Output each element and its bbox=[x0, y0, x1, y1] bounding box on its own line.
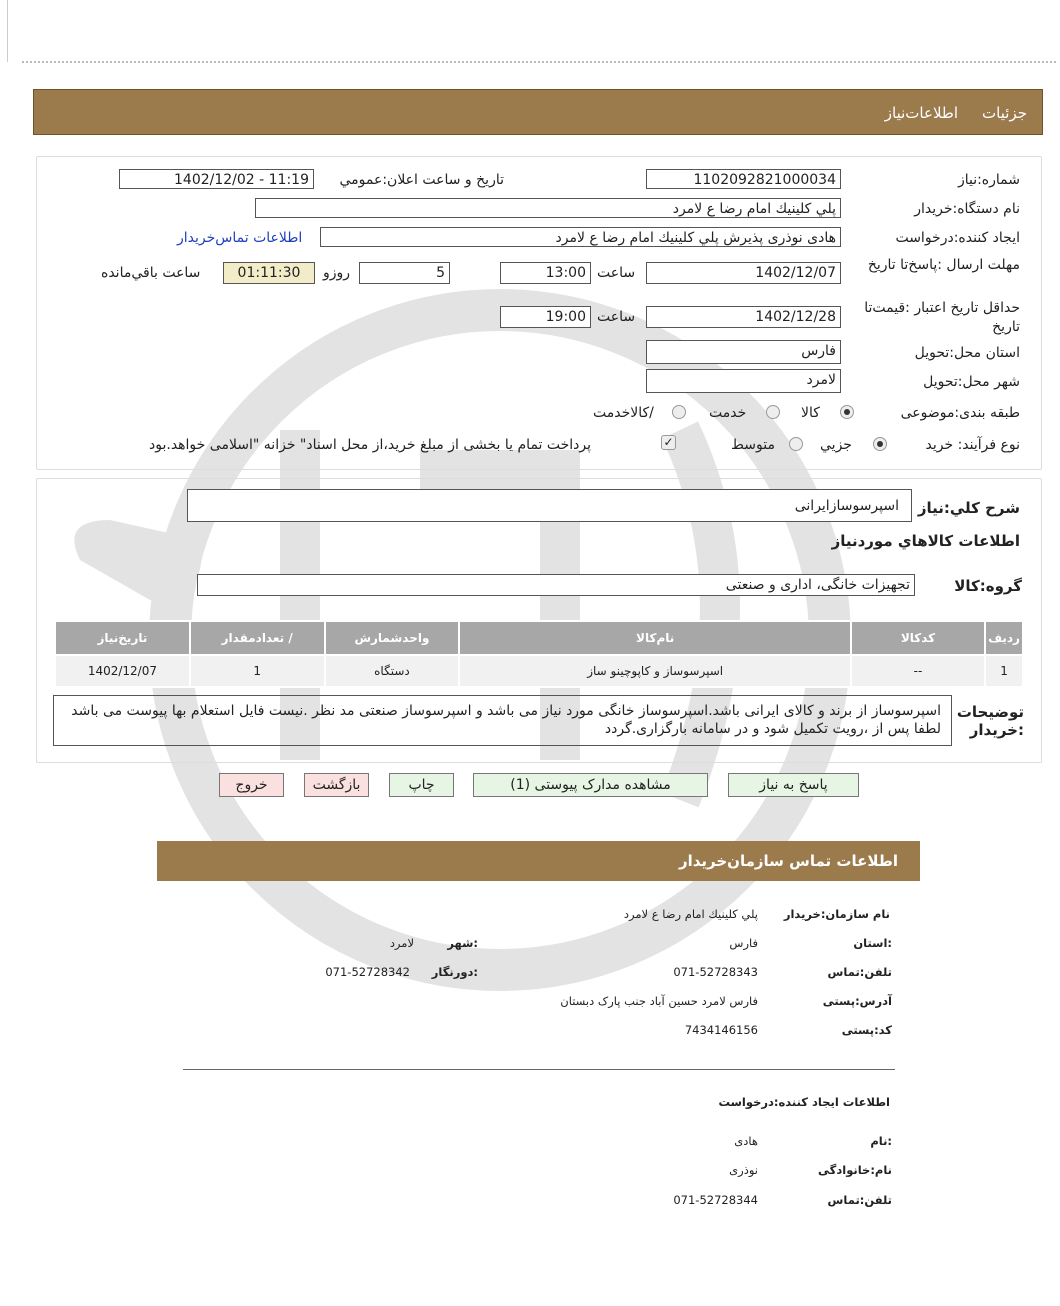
col-row: رديف bbox=[985, 621, 1023, 655]
contact-title: اطلاعات تماس سازمان‌خریدار bbox=[678, 852, 898, 870]
treasury-payment-note: پرداخت تمام یا بخشی از مبلغ خرید،از محل اسناد" خزانه "اسلامی خواهد.بود bbox=[149, 437, 592, 453]
contact-header bbox=[157, 841, 920, 881]
contact-city-label: :شهر bbox=[447, 936, 478, 950]
creator-label: ایجاد کننده:درخواست bbox=[895, 230, 1020, 246]
category-service-label: خدمت bbox=[709, 405, 747, 421]
process-medium-radio[interactable] bbox=[789, 437, 803, 451]
cell-qty: 1 bbox=[190, 655, 325, 687]
city-field: لامرد bbox=[646, 369, 841, 393]
announce-field: 1402/12/02 - 11:19 bbox=[119, 169, 314, 189]
need-no-field: 1102092821000034 bbox=[646, 169, 841, 189]
creator-field: هادی نوذری پذيرش پلي كلينيك امام رضا ع لامرد bbox=[320, 227, 841, 247]
cell-date: 1402/12/07 bbox=[55, 655, 190, 687]
contact-phone-label: تلفن:تماس bbox=[827, 965, 892, 979]
contact-province-label: :استان bbox=[853, 936, 892, 950]
deadline-time-field: 13:00 bbox=[500, 262, 591, 284]
cell-row: 1 bbox=[985, 655, 1023, 687]
announce-label: تاریخ و ساعت اعلان:عمومي bbox=[339, 172, 504, 188]
tab-details[interactable]: جزئیات bbox=[982, 104, 1027, 122]
contact-postal-value: 7434146156 bbox=[684, 1023, 758, 1037]
exit-button[interactable]: خروج bbox=[219, 773, 284, 797]
contact-province-value: فارس bbox=[729, 936, 758, 950]
buyer-org-field: پلي كلينيك امام رضا ع لامرد bbox=[255, 198, 841, 218]
contact-divider bbox=[183, 1069, 895, 1070]
category-service-radio[interactable] bbox=[766, 405, 780, 419]
deadline-time-label: ساعت bbox=[597, 265, 636, 281]
process-medium-label: متوسط bbox=[731, 437, 775, 453]
need-description-field: اسپرسوسازایرانی bbox=[187, 489, 912, 522]
category-label: طبقه بندی:موضوعی bbox=[900, 405, 1020, 421]
days-label: روزو bbox=[323, 265, 351, 281]
creator-family-label: نام:خانوادگی bbox=[818, 1163, 892, 1177]
deadline-date-field: 1402/12/07 bbox=[646, 262, 841, 284]
reply-button[interactable]: پاسخ به نیاز bbox=[728, 773, 859, 797]
process-label: نوع فرآیند: خرید bbox=[925, 437, 1020, 453]
top-dotted-divider bbox=[22, 61, 1056, 63]
back-button[interactable]: بازگشت bbox=[304, 773, 369, 797]
col-code: كدكالا bbox=[851, 621, 985, 655]
category-goods-service-radio[interactable] bbox=[672, 405, 686, 419]
validity-time-label: ساعت bbox=[597, 309, 636, 325]
creator-family-value: نوذری bbox=[729, 1163, 758, 1177]
treasury-payment-checkbox[interactable]: ✓ bbox=[661, 435, 676, 450]
cell-unit: دستگاه bbox=[325, 655, 460, 687]
days-field: 5 bbox=[359, 262, 450, 284]
table-row bbox=[55, 655, 1023, 687]
print-button[interactable]: چاپ bbox=[389, 773, 454, 797]
buyer-contact-link[interactable]: اطلاعات تماس‌خریدار bbox=[177, 230, 303, 246]
category-goods-label: کالا bbox=[801, 405, 820, 421]
province-field: فارس bbox=[646, 340, 841, 364]
buyer-org-label: نام دستگاه:خریدار bbox=[914, 201, 1020, 217]
top-left-border bbox=[7, 0, 8, 62]
tab-bar bbox=[33, 89, 1043, 135]
contact-city-value: لامرد bbox=[389, 936, 414, 950]
contact-fax-label: :دورنگار bbox=[431, 965, 478, 979]
tab-need-info[interactable]: اطلاعات‌نیاز bbox=[884, 104, 958, 122]
col-name: نام‌كالا bbox=[459, 621, 851, 655]
remaining-label: ساعت باقي‌مانده bbox=[101, 265, 201, 281]
remaining-timer: 01:11:30 bbox=[223, 262, 315, 284]
creator-info-title: اطلاعات ایجاد کننده:درخواست bbox=[718, 1095, 890, 1109]
validity-time-field: 19:00 bbox=[500, 306, 591, 328]
goods-group-field: تجهیزات خانگی، اداری و صنعتی bbox=[197, 574, 915, 596]
category-goods-radio[interactable] bbox=[840, 405, 854, 419]
goods-table bbox=[54, 620, 1024, 688]
goods-group-label: گروه:کالا bbox=[954, 577, 1022, 595]
deadline-label: مهلت ارسال :پاسخ‌تا تاریخ bbox=[867, 257, 1020, 273]
contact-phone-value: 071-52728343 bbox=[673, 965, 758, 979]
goods-info-title: اطلاعات كالاهاي موردنياز bbox=[831, 532, 1020, 550]
need-description-label: شرح کلي:نياز bbox=[917, 499, 1020, 517]
attachments-button[interactable]: مشاهده مدارک پیوستی (1) bbox=[473, 773, 708, 797]
validity-date-field: 1402/12/28 bbox=[646, 306, 841, 328]
contact-address-value: فارس لامرد حسين آباد جنب پارک دبستان bbox=[560, 994, 758, 1008]
col-unit: واحدشمارش bbox=[325, 621, 460, 655]
validity-label: حداقل تاریخ اعتبار :قیمت‌تا تاریخ bbox=[864, 300, 1020, 335]
contact-org-label: نام سازمان:خریدار bbox=[783, 907, 890, 921]
creator-name-label: :نام bbox=[870, 1134, 892, 1148]
contact-fax-value: 071-52728342 bbox=[325, 965, 410, 979]
cell-code: -- bbox=[851, 655, 985, 687]
contact-address-label: آدرس:پستی bbox=[822, 994, 892, 1008]
creator-phone-value: 071-52728344 bbox=[673, 1193, 758, 1207]
process-partial-radio[interactable] bbox=[873, 437, 887, 451]
category-goods-service-label: /کالاخدمت bbox=[593, 405, 654, 421]
col-date: تاريخ‌نياز bbox=[55, 621, 190, 655]
creator-phone-label: تلفن:تماس bbox=[827, 1193, 892, 1207]
province-label: استان محل:تحویل bbox=[914, 345, 1020, 361]
contact-postal-label: کد:پستی bbox=[841, 1023, 892, 1037]
creator-name-value: هادی bbox=[734, 1134, 758, 1148]
need-no-label: شماره:نیاز bbox=[957, 172, 1020, 188]
process-partial-label: جزیي bbox=[820, 437, 852, 453]
cell-name: اسپرسوساز و کاپوچینو ساز bbox=[459, 655, 851, 687]
col-qty: / تعدادمقدار bbox=[190, 621, 325, 655]
contact-org-value: پلي كلينيك امام رضا ع لامرد bbox=[623, 907, 758, 921]
buyer-notes-label: توضیحات :خریدار bbox=[956, 703, 1024, 739]
city-label: شهر محل:تحویل bbox=[923, 374, 1020, 390]
buyer-notes-field: اسپرسوساز از برند و کالای ایرانی باشد.اسپرسوساز خانگی مورد نیاز می باشد و اسپرسوساز صنعتی مد نظر .نیست فایل استعلام بها پیوست می باشد لطفا پس از ،رویت تکمیل شود و در سامانه بارگزاری.گردد bbox=[53, 695, 952, 746]
